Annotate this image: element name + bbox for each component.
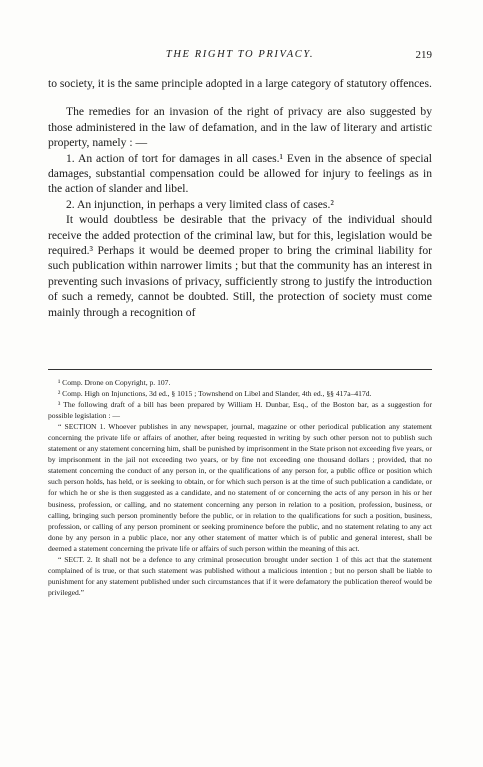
main-text	[48, 76, 432, 320]
paragraph-criminal-law: It would doubtless be desirable that the privacy of the individual should receive the added protection of the criminal law, but for this, legislation would be required.³ Perhaps it would be deemed proper to bring the criminal liability for such publication within narrower limits ; but that the community has an interest in preventing such invasions of privacy, sufficiently strong to justify the introduction of such a remedy, cannot be doubted. Still, the protection of society must come mainly through a recognition of	[48, 213, 432, 319]
draft-bill-section-1: “ SECTION 1. Whoever publishes in any newspaper, journal, magazine or other periodical publication any statement concerning the private life or affairs of another, after being requested in writing by such other person not to publish such statement or any statement concerning him, shall be punished by imprisonment in the State prison not exceeding five years, or by imprisonment in the jail not exceeding two years, or by fine not exceeding one thousand dollars ; provided, that no statement concerning the conduct of any person in, or the qualifications of any person for, a public office or position which such person holds, has held, or is seeking to obtain, or for which such person is at the time of such publication a candidate, or for which he or she is then suggested as a candidate, and no statement of or concerning the acts of any person in his or her business, profession, or calling, and no statement concerning any person in relation to a position, profession, business, or calling, bringing such person prominently before the public, or in relation to the qualifications for such a position, business, profession, or calling of any person prominent or seeking prominence before the public, and no statement relating to any act done by any person in a public place, nor any other statement of matter which is of public and general interest, shall be deemed a statement concerning the private life or affairs of such person within the meaning of this act.	[48, 422, 432, 553]
footnotes	[48, 377, 432, 598]
footnote-1: ¹ Comp. Drone on Copyright, p. 107.	[58, 378, 171, 387]
footnote-3: ³ The following draft of a bill has been prepared by William H. Dunbar, Esq., of the Boston bar, as a suggestion for possible legislation : —	[48, 400, 432, 421]
footnote-divider	[48, 369, 432, 370]
paragraph-remedy-2: 2. An injunction, in perhaps a very limited class of cases.²	[66, 197, 334, 211]
paragraph-remedies: The remedies for an invasion of the right of privacy are also suggested by those administered in the law of defamation, and in the law of literary and artistic property, namely : —	[48, 105, 432, 150]
page-header	[48, 49, 432, 65]
draft-bill-section-2: “ SECT. 2. It shall not be a defence to any criminal prosecution brought under section 1 of this act that the statement complained of is true, or that such statement was published without a malicious intention ; but no person shall be liable to punishment for any statement published under such circumstances that if it were defamatory the publication thereof would be privileged.”	[48, 554, 432, 597]
page-number: 219	[415, 49, 432, 61]
footnote-2: ² Comp. High on Injunctions, 3d ed., § 1015 ; Townshend on Libel and Slander, 4th ed., §§ 417a–417d.	[58, 389, 372, 399]
paragraph-remedy-1: 1. An action of tort for damages in all cases.¹ Even in the absence of special damages, substantial compensation could be allowed for injury to feelings as in the action of slander and libel.	[48, 151, 432, 196]
running-title: THE RIGHT TO PRIVACY.	[165, 49, 315, 60]
paragraph-continuation: to society, it is the same principle adopted in a large category of statutory offences.	[48, 77, 432, 90]
